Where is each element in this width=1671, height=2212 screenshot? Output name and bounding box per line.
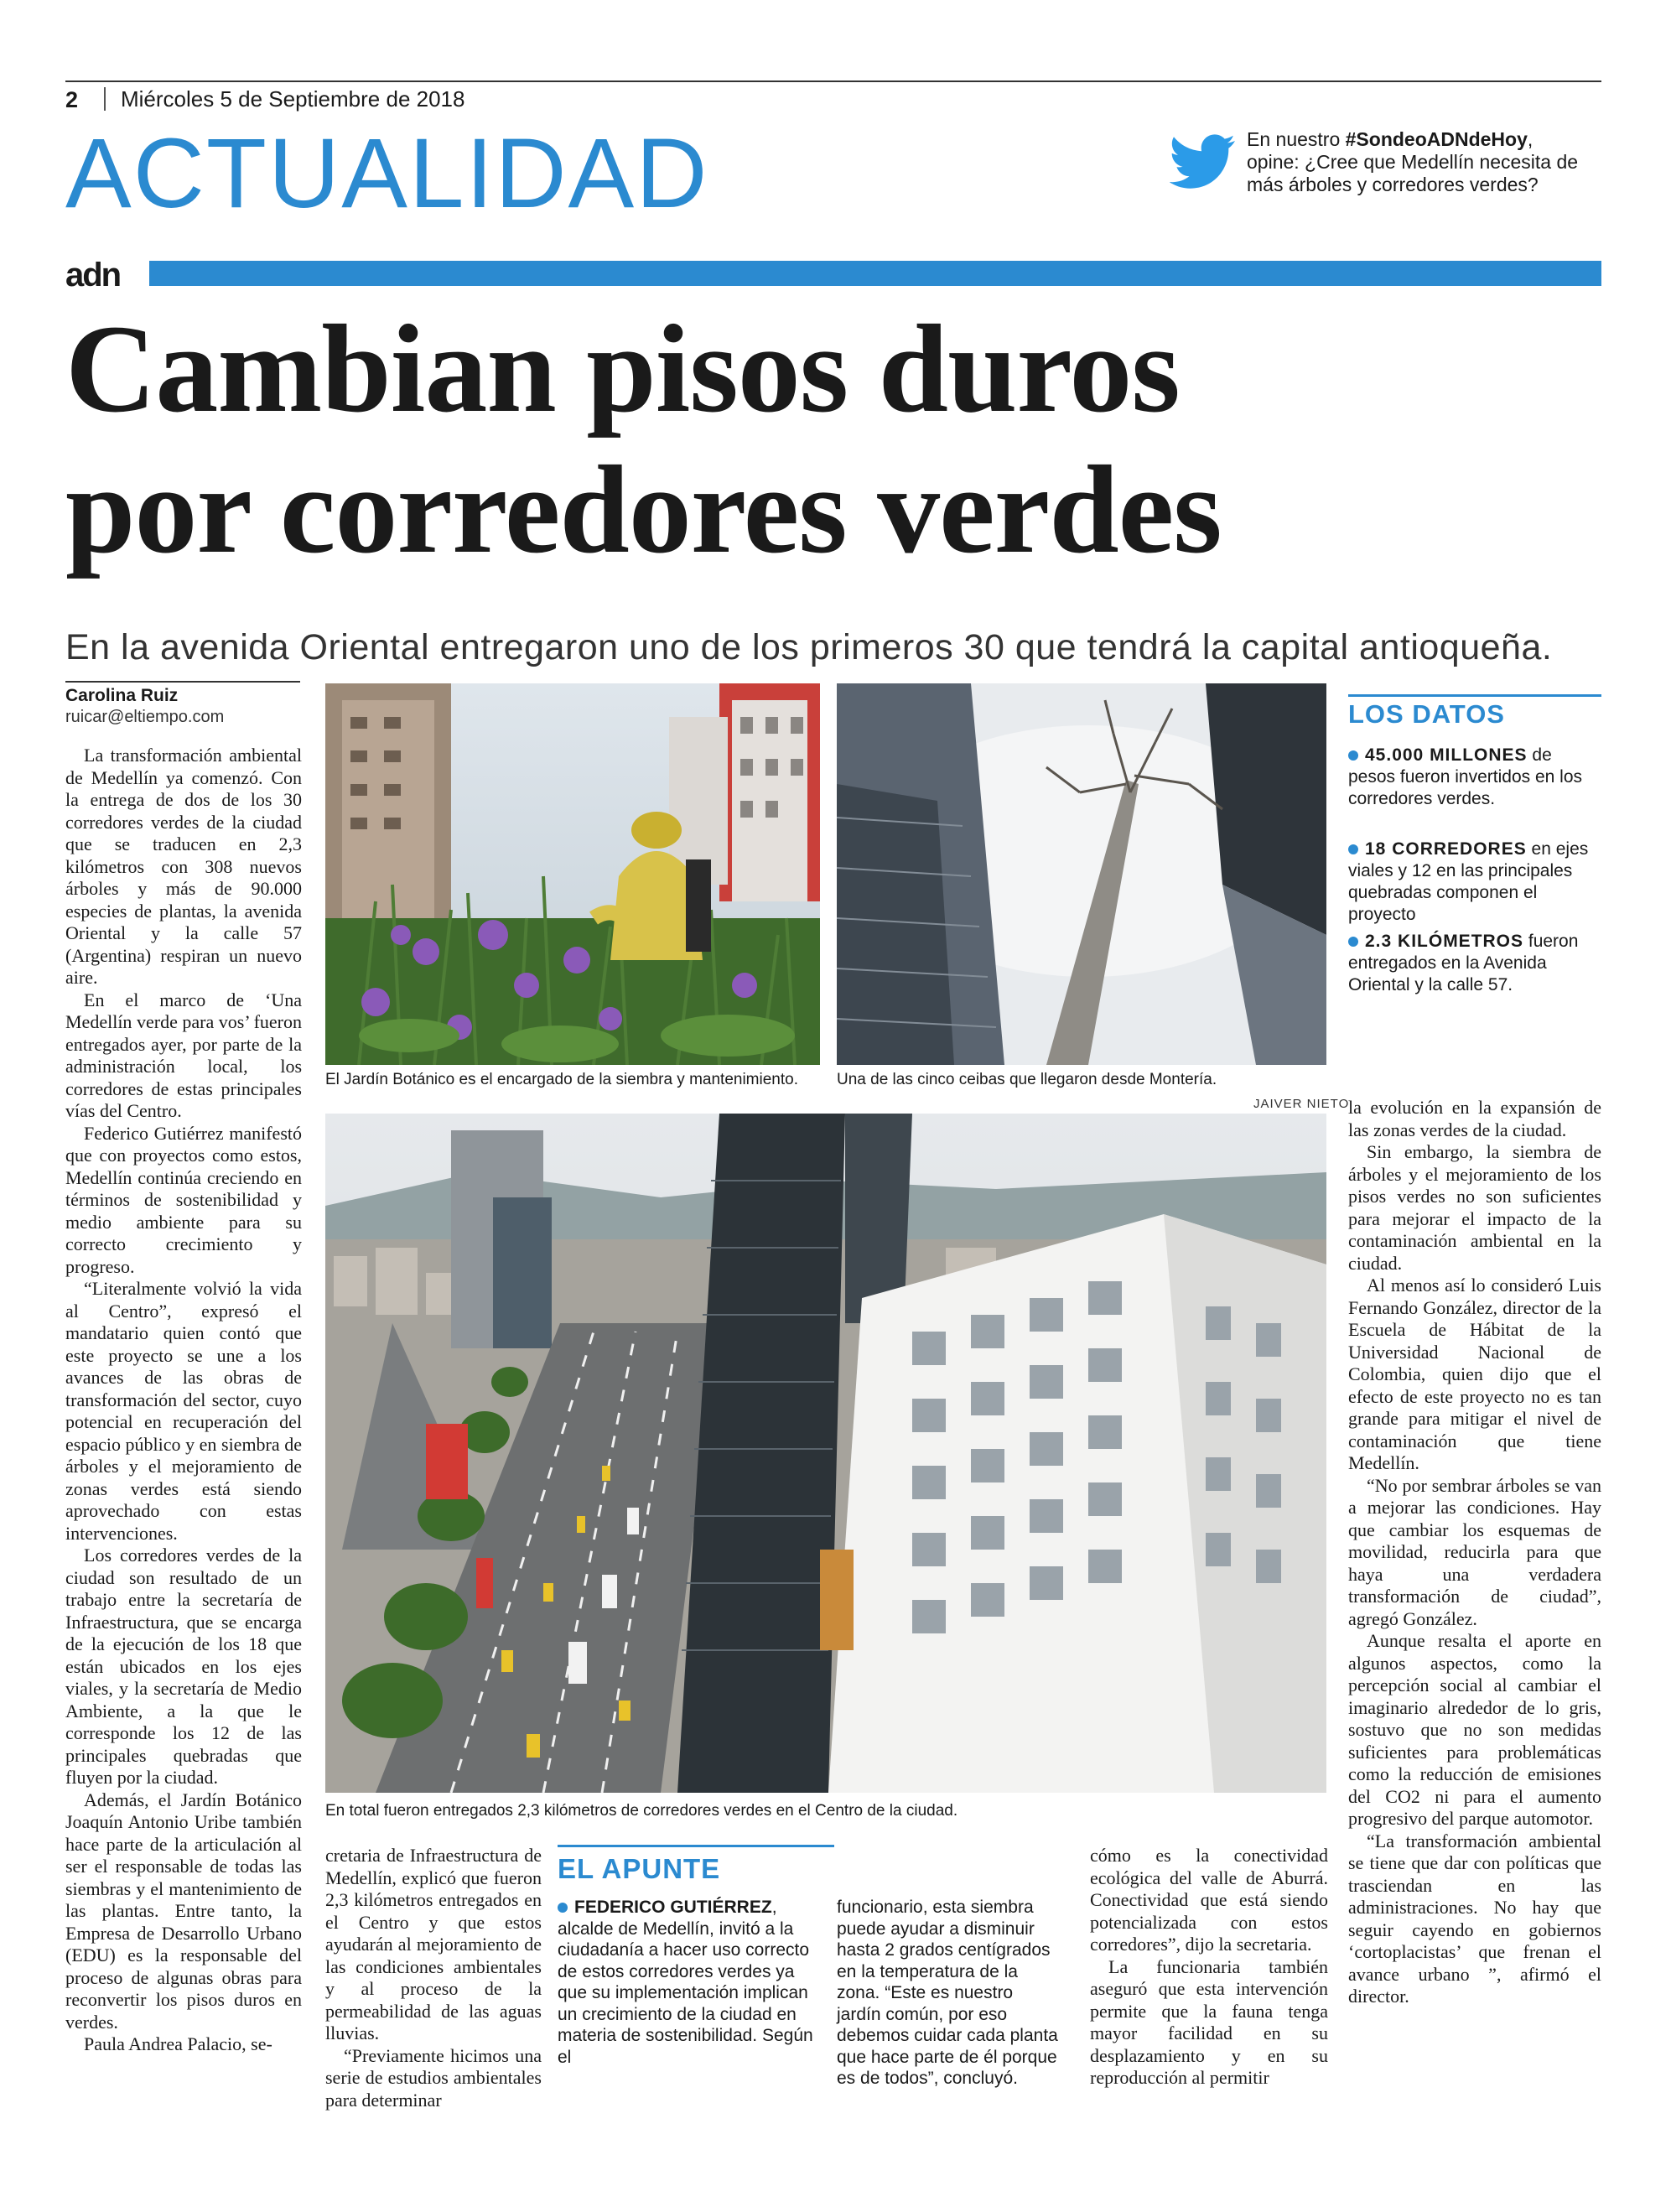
bullet-icon — [1348, 750, 1358, 761]
twitter-bird-icon — [1170, 134, 1237, 193]
photo-credit: JAIVER NIETO — [1253, 1097, 1350, 1111]
headline-line-1: Cambian pisos duros — [65, 299, 1180, 439]
bullet-icon — [1348, 937, 1358, 947]
page-number: 2 — [65, 87, 79, 112]
caption-photo-3: En total fueron entregados 2,3 kilómetros de corredores verdes en el Centro de la ciudad. — [325, 1802, 958, 1820]
dato-item — [1348, 931, 1601, 996]
section-title: ACTUALIDAD — [65, 118, 709, 229]
twitter-hashtag[interactable]: #SondeoADNdeHoy — [1345, 128, 1528, 150]
photo-botanical-garden — [325, 683, 820, 1065]
dato-text: en ejes viales y 12 en las principales quebradas componen el proyecto — [1348, 839, 1589, 924]
page-date: Miércoles 5 de Septiembre de 2018 — [121, 86, 465, 112]
top-rule — [65, 80, 1601, 82]
apunte-bold: FEDERICO GUTIÉRREZ — [574, 1898, 772, 1917]
bullet-icon — [1348, 844, 1358, 854]
paragraph: Al menos así lo consideró Luis Fernando González, director de la Escuela de Hábitat de la Universidad Nacional de Colombia, quien dijo que el efecto de este proyecto no es tan grande para mitigar el nivel de contaminación que tiene Medellín. — [1348, 1275, 1601, 1473]
paragraph: La funcionaria también aseguró que esta intervención permite que la fauna tenga mayor facilidad en su desplazamiento y en su reproducción al permitir — [1090, 1955, 1328, 2088]
paragraph: Sin embargo, la siembra de árboles y el mejoramiento de los pisos verdes no son suficientes para mejorar el impacto de la contaminación ambiental en la ciudad. — [1348, 1141, 1601, 1274]
headline-line-2: por corredores verdes — [65, 440, 1222, 579]
paragraph: “La transformación ambiental se tiene que dar con políticas que trasciendan en las administraciones. No hay que seguir cayendo en gobiernos ‘cortoplacistas’ que frenan el avance urbano ”, afirmó el director. — [1348, 1830, 1601, 2007]
apunte-rule — [558, 1845, 834, 1847]
byline-rule — [65, 681, 300, 683]
dato-text: fueron entregados en la Avenida Oriental y la calle 57. — [1348, 932, 1579, 994]
photo-ceiba-tree — [837, 683, 1326, 1065]
dato-item — [1348, 745, 1601, 810]
dato-item — [1348, 839, 1601, 926]
dato-bold: 2.3 KILÓMETROS — [1365, 932, 1524, 951]
paragraph: “Literalmente volvió la vida al Centro”, expresó el mandatario quien contó que este proyecto se une a los avances de las obras de transformación del sector, cuyo potencial en recuperación del espacio público y en siembra de árboles y el mejoramiento de zonas verdes está siendo aprovechado con estas intervenciones. — [65, 1278, 302, 1544]
apunte-text: , alcalde de Medellín, invitó a la ciudadanía a hacer uso correcto de estos corredores verdes ya que su implementación implican un crecimiento de la ciudad en materia de sostenibilidad. Según el — [558, 1898, 813, 2067]
datos-title: LOS DATOS — [1348, 699, 1505, 729]
adn-logo: adn — [65, 257, 121, 293]
paragraph: Además, el Jardín Botánico Joaquín Antonio Uribe también hace parte de la articulación al ser el responsable de todas las siembras y el mantenimiento de las plantas. Entre tanto, la Empresa de Desarrollo Urbano (EDU) es la responsable del proceso de algunas obras para reconvertir los pisos duros en verdes. — [65, 1789, 302, 2033]
twitter-prompt — [1247, 128, 1582, 196]
paragraph: La transformación ambiental de Medellín ya comenzó. Con la entrega de dos de los 30 corredores verdes de la ciudad que se traducen en 2,3 kilómetros con 308 nuevos árboles y más de 90.000 especies de plantas, la avenida Oriental y la calle 57 (Argentina) respiran un nuevo aire. — [65, 745, 302, 988]
header-accent-bar — [149, 261, 1601, 286]
bullet-icon — [558, 1903, 568, 1913]
paragraph: Paula Andrea Palacio, se- — [84, 2033, 272, 2054]
article-column-4 — [1090, 1845, 1328, 2090]
byline-author: Carolina Ruiz — [65, 686, 179, 705]
dato-bold: 45.000 MILLONES — [1365, 745, 1528, 765]
article-column-1 — [65, 745, 302, 2120]
paragraph: En el marco de ‘Una Medellín verde para vos’ fueron entregados ayer, por parte de la administración local, los corredores de estas principales vías del Centro. — [65, 989, 302, 1121]
paragraph: Aunque resalta el aporte en algunos aspectos, como la percepción social al cambiar el imaginario alrededor de lo gris, sostuvo que no son medidas suficientes para problemáticas como la reducción de emisiones del CO2 ni para el aumento progresivo del parque automotor. — [1348, 1630, 1601, 1829]
caption-photo-1: El Jardín Botánico es el encargado de la siembra y mantenimiento. — [325, 1071, 798, 1088]
apunte-column-1 — [558, 1897, 813, 2068]
paragraph: la evolución en la expansión de las zonas verdes de la ciudad. — [1348, 1097, 1601, 1140]
dato-bold: 18 CORREDORES — [1365, 839, 1527, 859]
apunte-column-2 — [837, 1897, 1059, 2090]
apunte-title: EL APUNTE — [558, 1853, 721, 1884]
byline-email[interactable]: ruicar@eltiempo.com — [65, 708, 225, 726]
paragraph: “Previamente hicimos una serie de estudios ambientales para determinar — [325, 2044, 542, 2111]
subheadline: En la avenida Oriental entregaron uno de los primeros 30 que tendrá la capital antioqueña. — [65, 627, 1553, 667]
dato-text: de pesos fueron invertidos en los corredores verdes. — [1348, 745, 1582, 808]
paragraph: cómo es la conectividad ecológica del valle de Aburrá. Conectividad que está siendo potencializada con estos corredores”, dijo la secretaria. — [1090, 1845, 1328, 1955]
article-column-5 — [1348, 1097, 1601, 2153]
twitter-question: , opine: ¿Cree que Medellín necesita de más árboles y corredores verdes? — [1247, 128, 1579, 195]
paragraph: “No por sembrar árboles se van a mejorar las condiciones. Hay que cambiar los esquemas de movilidad, reducirla para que haya una verdadera transformación de ciudad”, agregó González. — [1348, 1474, 1601, 1629]
paragraph: Federico Gutiérrez manifestó que con proyectos como estos, Medellín continúa creciendo en términos de sostenibilidad y medio ambiente para su correcto crecimiento y progreso. — [65, 1122, 302, 1277]
datos-rule — [1348, 694, 1601, 697]
paragraph: Los corredores verdes de la ciudad son resultado de un trabajo entre la secretaría de Infraestructura, que se encarga de la ejecución de los 18 que están ubicados en los ejes viales, y la secretaría de Medio Ambiente, a la que le corresponde los 12 de las principales quebradas que fluyen por la ciudad. — [65, 1545, 302, 1788]
photo-aerial-avenue — [325, 1114, 1326, 1793]
apunte-text: funcionario, esta siembra puede ayudar a disminuir hasta 2 grados centígrados en la temperatura de la zona. “Este es nuestro jardín común, por eso debemos cuidar cada planta que hace parte de él porque es de todos”, concluyó. — [837, 1898, 1058, 2088]
page-separator — [104, 87, 106, 111]
caption-photo-2: Una de las cinco ceibas que llegaron desde Montería. — [837, 1071, 1217, 1088]
twitter-prefix: En nuestro — [1247, 128, 1346, 150]
paragraph: cretaria de Infraestructura de Medellín, explicó que fueron 2,3 kilómetros entregados en el Centro y que estos ayudarán al mejoramiento de las condiciones ambientales y al proceso de la permeabilidad de las aguas lluvias. — [325, 1845, 542, 2043]
article-column-2 — [325, 1845, 542, 2111]
headline — [65, 299, 1608, 580]
